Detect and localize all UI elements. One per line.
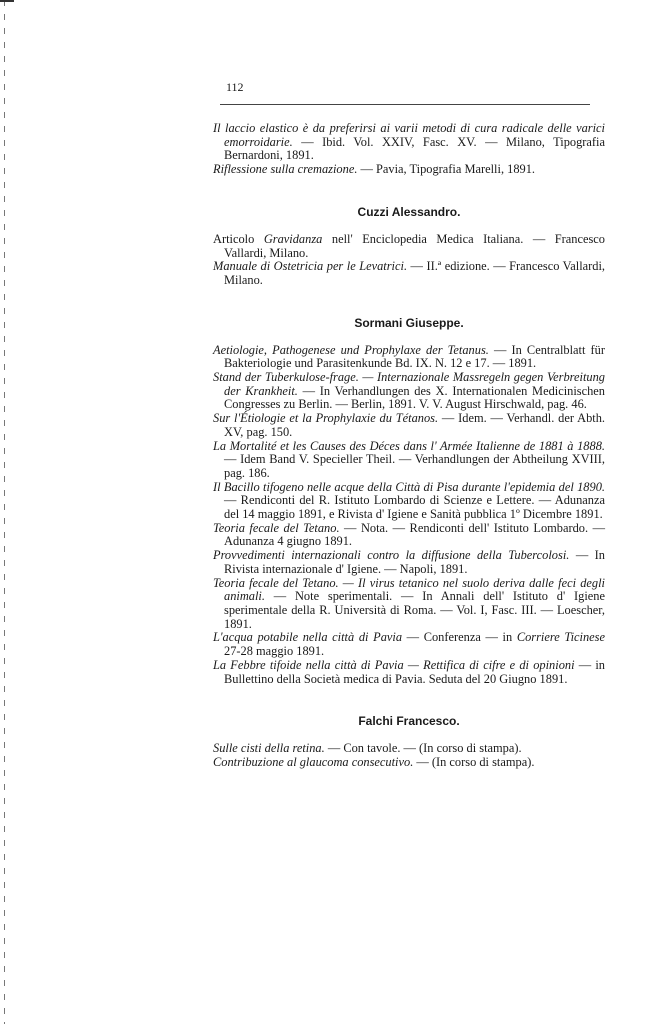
bibliography-entry xyxy=(213,742,605,756)
entry-citation: — in Bullettino della Società medica di Pavia. Seduta del 20 Giugno 1891. xyxy=(224,657,605,686)
bibliography-entry xyxy=(213,481,605,522)
entry-title: Contribuzione al glaucoma consecutivo. xyxy=(213,754,414,769)
author-heading: Sormani Giuseppe. xyxy=(354,315,464,330)
entry-citation: — Nota. — Rendiconti dell' Istituto Lombardo. — Adunanza 4 giugno 1891. xyxy=(224,520,605,549)
binding-edge-marks xyxy=(4,0,5,1024)
entry-citation: — Ibid. Vol. XXIV, Fasc. XV. — Milano, Tipografia Bernardoni, 1891. xyxy=(224,134,605,163)
entry-title: Sur l'Étiologie et la Prophylaxie du Tétanos. xyxy=(213,411,439,426)
entry-title: Corriere Ticinese xyxy=(516,630,605,645)
entry-title: Teoria fecale del Tetano. xyxy=(213,520,340,535)
entry-title: La Febbre tifoide nella città di Pavia — Rettifica di cifre e di opinioni xyxy=(213,657,575,672)
bibliography-entry xyxy=(213,440,605,481)
entry-title: L'acqua potabile nella città di Pavia xyxy=(213,630,403,645)
entry-title: Aetiologie, Pathogenese und Prophylaxe der Tetanus. xyxy=(213,342,489,357)
entry-citation: nell' Enciclopedia Medica Italiana. — Francesco Vallardi, Milano. xyxy=(224,231,606,260)
bibliography-entry xyxy=(213,577,605,632)
entry-citation: — Rendiconti del R. Istituto Lombardo di Scienze e Lettere. — Adunanza del 14 maggio 1891, e Rivista d' Igiene e Sanità pubblica 1º Dicembre 1891. xyxy=(224,493,605,522)
header-rule xyxy=(220,104,590,105)
bibliography-entry xyxy=(213,549,605,576)
entry-citation: — Idem. — Verhandl. der Abth. XV, pag. 150. xyxy=(224,411,605,439)
entry-citation: — In Rivista internazionale d' Igiene. — Napoli, 1891. xyxy=(224,548,605,576)
entry-citation: — (In corso di stampa). xyxy=(413,754,535,769)
entry-citation: Articolo xyxy=(213,231,264,246)
author-heading: Cuzzi Alessandro. xyxy=(357,204,461,219)
page-body xyxy=(213,122,605,770)
bibliography-entry xyxy=(213,344,605,371)
entry-title: Riflessione sulla cremazione. xyxy=(213,162,358,177)
entry-title: Stand der Tuberkulose-frage. — Internazionale Massregeln gegen Verbreitung der Krankheit. xyxy=(213,370,605,398)
entry-citation: — Conferenza — in xyxy=(402,630,517,645)
entry-title: Manuale di Ostetricia per le Levatrici. xyxy=(213,259,408,274)
scan-corner-mark xyxy=(0,0,14,8)
bibliography-entry xyxy=(213,260,605,287)
bibliography-entry xyxy=(213,122,605,163)
bibliography-entry xyxy=(213,756,605,770)
page-number: 112 xyxy=(226,80,244,94)
bibliography-entry xyxy=(213,522,605,549)
entry-title: Il Bacillo tifogeno nelle acque della Città di Pisa durante l'epidemia del 1890. xyxy=(213,479,605,494)
entry-title: Il laccio elastico è da preferirsi ai varii metodi di cura radicale delle varici emorroidarie. xyxy=(213,121,605,149)
entry-citation: — Pavia, Tipografia Marelli, 1891. xyxy=(357,162,536,177)
entry-title: Teoria fecale del Tetano. — Il virus tetanico nel suolo deriva dalle feci degli animali. xyxy=(213,575,605,604)
entry-citation: — In Verhandlungen des X. Internationalen Medicinischen Congresses zu Berlin. — Berlin, 1891. V. V. August Hirschwald, pag. 46. xyxy=(224,383,605,412)
bibliography-entry xyxy=(213,659,605,686)
entry-title: Provvedimenti internazionali contro la diffusione della Tubercolosi. xyxy=(213,548,570,563)
author-heading: Falchi Francesco. xyxy=(358,714,460,729)
bibliography-entry xyxy=(213,233,605,260)
entry-citation: — Note sperimentali. — In Annali dell' Istituto d' Igiene sperimentale della R. Università di Roma. — Vol. I, Fasc. III. — Loescher, 1891. xyxy=(224,589,605,631)
entry-title: Sulle cisti della retina. xyxy=(213,741,325,756)
entry-citation: — Idem Band V. Specieller Theil. — Verhandlungen der Abtheilung XVIII, pag. 186. xyxy=(224,452,605,480)
entry-citation: — Con tavole. — (In corso di stampa). xyxy=(324,741,522,756)
entry-title: Gravidanza xyxy=(263,231,323,246)
entry-citation: — II.ª edizione. — Francesco Vallardi, Milano. xyxy=(224,259,605,287)
entry-title: La Mortalité et les Causes des Déces dans l' Armée Italienne de 1881 à 1888. xyxy=(213,438,605,453)
entry-citation: 27-28 maggio 1891. xyxy=(224,644,325,659)
bibliography-entry xyxy=(213,631,605,658)
bibliography-entry xyxy=(213,371,605,412)
bibliography-entry xyxy=(213,412,605,439)
bibliography-entry xyxy=(213,163,605,177)
entry-citation: — In Centralblatt für Bakteriologie und Parasitenkunde Bd. IX. N. 12 e 17. — 1891. xyxy=(224,342,605,371)
